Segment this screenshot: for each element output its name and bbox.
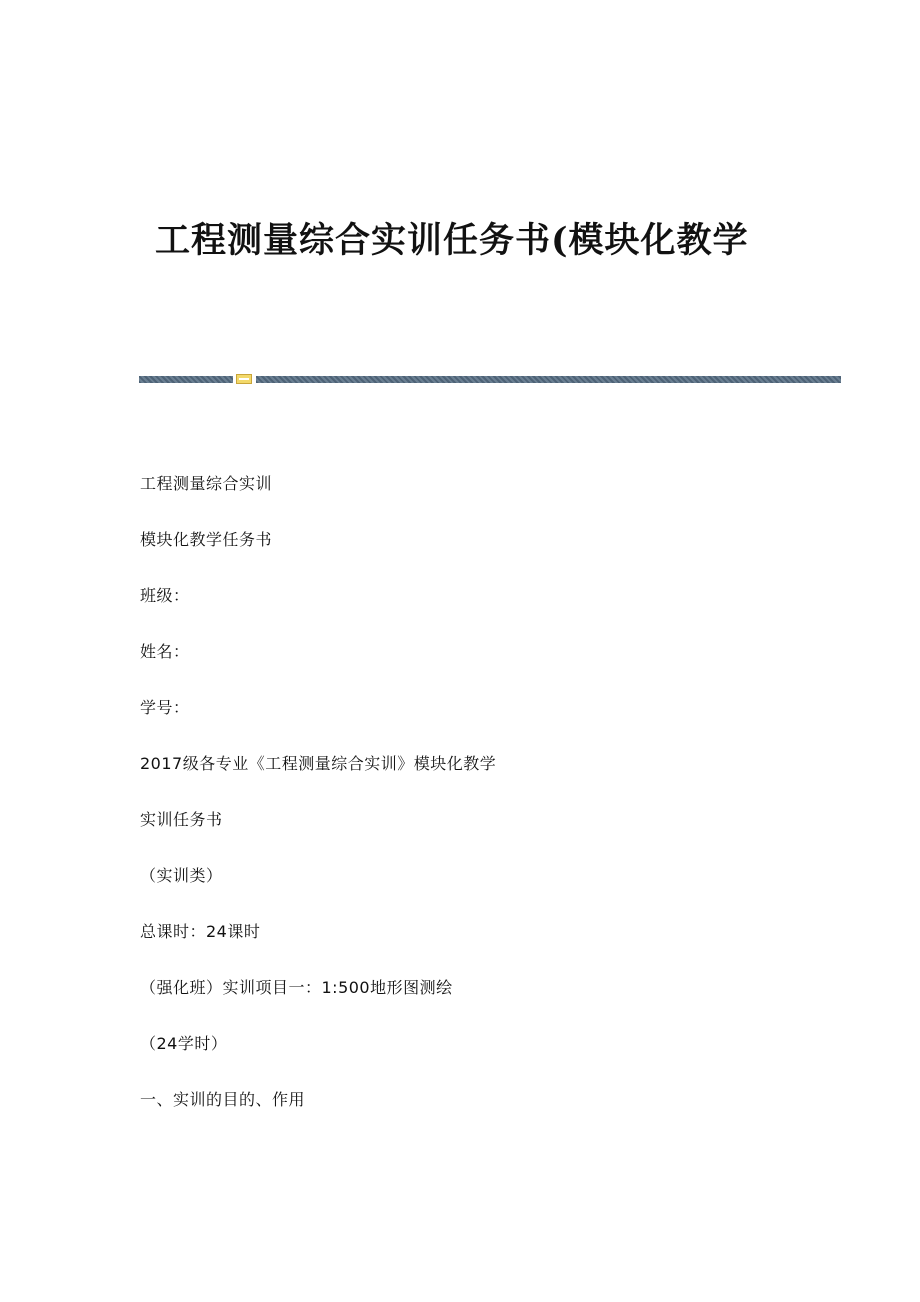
- divider-bar-right: [256, 376, 841, 383]
- body-line-total-hours: 总课时：24课时: [140, 922, 261, 941]
- body-line-name: 姓名：: [140, 642, 190, 661]
- body-line-project-one: （强化班）实训项目一：1:500地形图测绘: [140, 978, 453, 997]
- body-line-category: （实训类）: [140, 866, 223, 885]
- body-line-class: 班级：: [140, 586, 190, 605]
- document-body: [140, 470, 840, 1142]
- divider-ornament-icon: [236, 374, 252, 384]
- body-line-task-book: 实训任务书: [140, 810, 223, 829]
- body-line-subtitle: 模块化教学任务书: [140, 530, 273, 549]
- body-line-program: 2017级各专业《工程测量综合实训》模块化教学: [140, 754, 497, 773]
- body-line-section-heading: 一、实训的目的、作用: [140, 1090, 306, 1109]
- body-line-project-hours: （24学时）: [140, 1034, 228, 1053]
- divider-bar-left: [139, 376, 233, 383]
- title-divider: [139, 374, 841, 384]
- body-line-course: 工程测量综合实训: [140, 474, 273, 493]
- document-title: 工程测量综合实训任务书(模块化教学: [155, 220, 749, 261]
- body-line-student-id: 学号：: [140, 698, 190, 717]
